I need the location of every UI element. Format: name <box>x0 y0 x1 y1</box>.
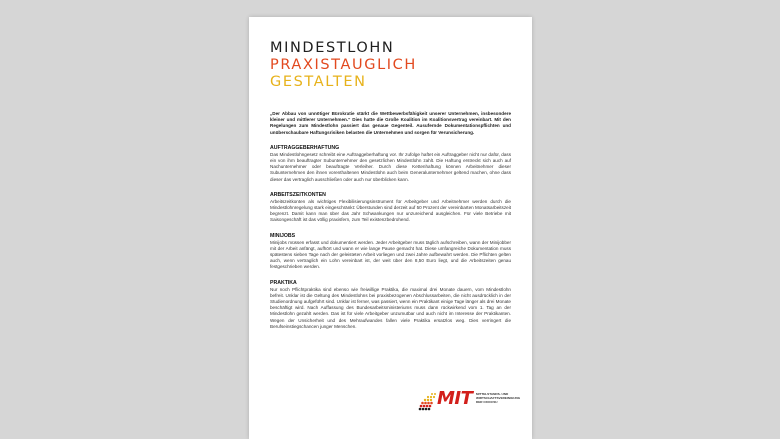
logo-org-name <box>476 393 526 404</box>
document-content <box>270 40 511 330</box>
logo-org-line-1: MITTELSTANDS- UND <box>476 392 509 396</box>
logo-org-line-2: WIRTSCHAFTSVEREINIGUNG <box>476 395 521 400</box>
intro-paragraph: „Der Abbau von unnötiger Bürokratie stärkt die Wettbewerbsfähigkeit unserer Unternehmen, insbesondere kleiner und mittlerer Unternehmen.“ Dies hatte die Große Koalition im Koalitionsvertrag vereinbart. Mit den Regelungen zum Mindestlohn passiert das genaue Gegenteil. Ausufernde Dokumentationspflichten und unüberschaubare Haftungsrisiken belasten die Unternehmen und sorgen für Verunsicherung. <box>270 111 511 135</box>
section-text-arbeitszeitkonten: Arbeitszeitkonten als wichtiges Flexibilisierungsinstrument für Arbeitgeber und Arbeitnehmer werden durch die Mindestlohnregelung stark eingeschränkt: Überstunden sind derzeit auf 50 Prozent der vereinbarten Monatsarbeitszeit begrenzt. Damit kann man über das Jahr Schwankungen nur unzureichend ausgleichen. Für viele Betriebe mit Saisongeschäft ist das völlig praxisfern, zum Teil existenzbedrohend. <box>270 198 511 223</box>
title-line-1: MINDESTLOHN <box>270 40 395 56</box>
dotted-swoosh-icon <box>418 391 438 411</box>
section-heading-praktika: PRAKTIKA <box>270 279 297 286</box>
section-text-minijobs: Minijobs müssen erfasst und dokumentiert werden. Jeder Arbeitgeber muss täglich aufschreiben, wann der Minijobber mit der Arbeit anfängt, aufhört und wann er wie lange Pause gemacht hat. Diese umfangreiche Dokumentation muss spätestens sieben Tage nach der geleisteten Arbeit vorliegen und zwei Jahre aufbewahrt werden. Die Pflichten gelten auch, wenn vertraglich ein Lohn vereinbart ist, der weit über den 8,50 Euro liegt, und die Arbeitszeiten genau festgeschrieben werden. <box>270 239 511 270</box>
logo-wordmark: MIT <box>437 388 473 409</box>
title-line-2: PRAXISTAUGLICH <box>270 57 417 73</box>
section-text-auftraggeberhaftung: Das Mindestlohngesetz schreibt eine Auftraggeberhaftung vor. Ihr zufolge haftet ein Auftraggeber nicht nur dafür, dass ein von ihm beauftragter Subunternehmer den gesetzlichen Mindestlohn zahlt. Die Haftung erstreckt sich auch auf Nachunternehmer oder beauftragte Verleiher. Durch diese Kettenhaftung können Arbeitnehmer dieser Subunternehmen den ihnen vorenthaltenen Mindestlohn auch beim Generalunternehmer geltend machen, ohne dass dieser das vertraglich ausschließen oder auch nur überblicken kann. <box>270 151 511 182</box>
section-heading-auftraggeberhaftung: AUFTRAGGEBERHAFTUNG <box>270 144 340 151</box>
logo-org-line-3: DER CDU/CSU <box>476 399 498 404</box>
section-heading-minijobs: MINIJOBS <box>270 232 296 239</box>
section-text-praktika: Nur noch Pflichtpraktika sind ebenso wie freiwillige Praktika, die maximal drei Monate dauern, vom Mindestlohn befreit. Unklar ist die Geltung des Mindestlohns bei praxisbezogenen Abschlussarbeiten, die nicht ausdrücklich in der Studienordnung aufgeführt sind. Unklar ist ferner, was passiert, wenn ein Praktikant einige Tage länger als drei Monate beschäftigt wird. Nach Auffassung des Bundesarbeitsministeriums muss dann rückwirkend vom 1. Tag an der Mindestlohn gezahlt werden. Das ist für viele Arbeitgeber unzumutbar und auch nicht im Interesse der Praktikanten. Wegen der Unsicherheit und des Mehraufwandes fallen viele Praktika ersatzlos weg. Dies verringert die Berufseinstiegschancen junger Menschen. <box>270 286 511 329</box>
document-page <box>249 17 532 439</box>
title-line-3: GESTALTEN <box>270 74 367 90</box>
section-heading-arbeitszeitkonten: ARBEITSZEITKONTEN <box>270 191 326 198</box>
mit-logo <box>418 390 526 412</box>
